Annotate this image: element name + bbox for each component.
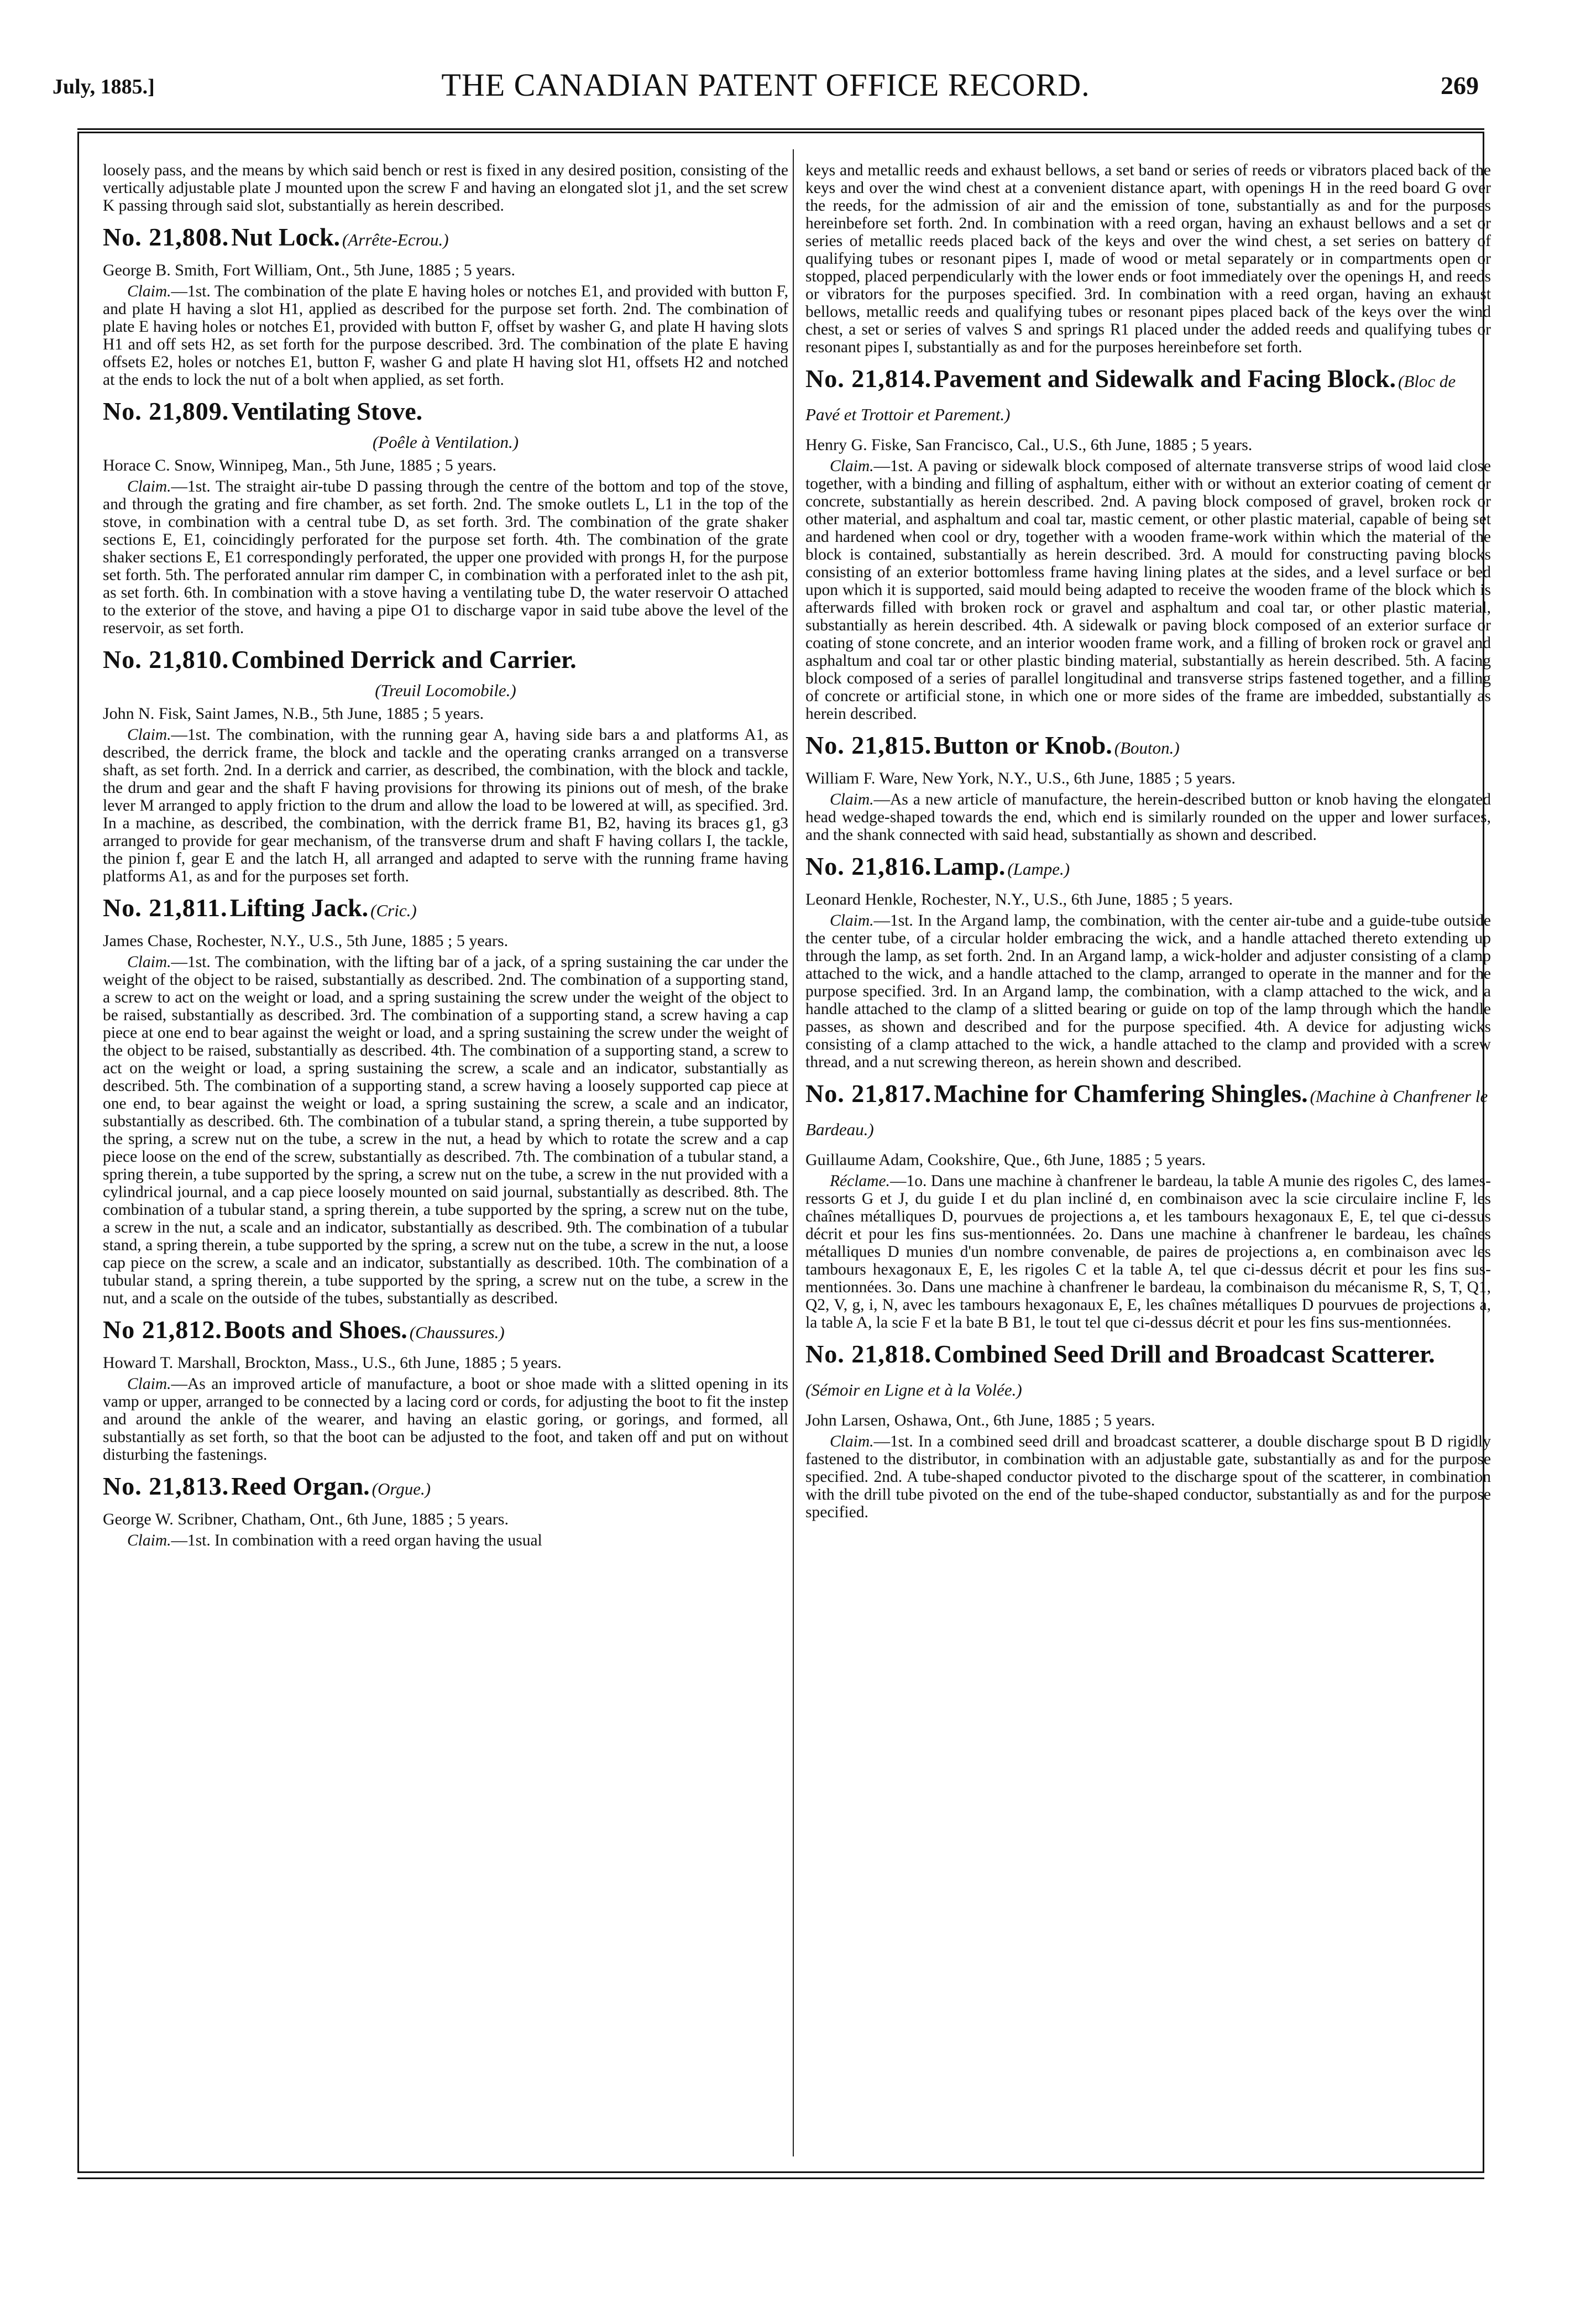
claim-body: —1o. Dans une machine à chanfrener le bardeau, la table A munie des rigoles C, des lames-ressorts G et J, du guide I et du plan incliné d, en combinaison avec la scie circulaire incline F, les chaînes métalliques D, pourvues de projections a, et les tambours hexagonaux E, E, tel que ci-dessus décrit et pour les fins sus-mentionnées. 2o. Dans une machine à chanfrener le bardeau, les chaînes métalliques D munies d'un nombre convenable, de paires de projections a, en combinaison avec les tambours hexagonaux E, E, les rigoles C et la table A, tel que ci-dessus décrit et pour les fins sus-mentionnées. 3o. Dans une machine à chanfrener le bardeau, la combinaison du mécanisme R, S, T, Q1, Q2, V, g, i, N, avec les tambours hexagonaux E, E, les chaînes métalliques D pourvues de projections a, la table A, la scie F et la bate B B1, le tout tel que ci-dessus décrit et pour les fins sus-mentionnées.: [805, 1172, 1491, 1331]
claim-text: [103, 953, 788, 1307]
patent-heading: [805, 364, 1491, 433]
left-column: [103, 161, 788, 2163]
patent-heading: [805, 852, 1491, 887]
inventor-line: John N. Fisk, Saint James, N.B., 5th June, 1885 ; 5 years.: [103, 704, 484, 723]
patent-heading: [805, 730, 1491, 766]
claim-body: —As a new article of manufacture, the herein-described button or knob having the elongated head wedge-shaped towards the end, which end is similarly rounded on the upper and lower surfaces, and the shank connected with said head, substantially as shown and described.: [805, 791, 1491, 844]
patent-entry: [103, 645, 788, 885]
claim-body: —1st. In the Argand lamp, the combination, with the center air-tube and a guide-tube outside the center tube, of a circular holder embracing the wick, and a handle attached thereto extending up through the lamp, as set forth. 2nd. In an Argand lamp, a wick-holder and adjuster consisting of a clamp attached to the wick, and a handle attached to the clamp, arranged to operate in the manner and for the purpose specified. 3rd. In an Argand lamp, the combination, with a clamp attached to the wick, and a handle attached to the clamp of a slitted bearing or guide on top of the lamp through which the handle passes, as shown and described and for the purpose specified. 4th. A device for adjusting wicks consisting of a clamp attached to the wick, a handle attached to the clamp and provided with a screw thread, and a nut screwing thereon, as herein shown and described.: [805, 912, 1491, 1071]
french-title: (Arrête-Ecrou.): [342, 230, 449, 249]
patent-entry: [805, 1079, 1491, 1331]
patent-entry: [103, 396, 788, 637]
patent-number: No. 21,818.: [805, 1340, 932, 1368]
patent-number: No. 21,817.: [805, 1079, 932, 1108]
header-rule: [77, 128, 1484, 130]
french-title: (Sémoir en Ligne et à la Volée.): [805, 1380, 1022, 1399]
inventor-line: Horace C. Snow, Winnipeg, Man., 5th June, 1885 ; 5 years.: [103, 456, 497, 474]
patent-heading: [805, 1079, 1491, 1148]
patent-heading: [103, 645, 788, 681]
patent-name: Ventilating Stove.: [231, 397, 423, 425]
patent-name: Lamp.: [934, 852, 1006, 880]
patent-name: Button or Knob.: [934, 731, 1112, 759]
patent-entry: [805, 730, 1491, 844]
patent-heading: [103, 893, 788, 929]
patent-name: Reed Organ.: [231, 1472, 370, 1500]
patent-entry: [103, 222, 788, 389]
patent-name: Combined Seed Drill and Broadcast Scatterer.: [934, 1340, 1435, 1368]
claim-body: —1st. In a combined seed drill and broadcast scatterer, a double discharge spout B D rigidly fastened to the distributor, in combination with an adjustable gate, substantially as and for the purpose specified. 2nd. A tube-shaped conductor pivoted to the discharge spout of the scatterer, in combination with the drill tube pivoted on the end of the tube-shaped conductor, substantially as and for the purpose specified.: [805, 1433, 1491, 1521]
claim-body: —1st. A paving or sidewalk block composed of alternate transverse strips of wood laid close together, with a binding and filling of asphaltum, either with or without an exterior coating of cement or concrete, substantially as herein described. 2nd. A paving block composed of gravel, broken rock or other material, and asphaltum and coal tar, mastic cement, or other plastic material, capable of being set and hardened when cool or dry, together with a wooden frame-work within which the material of the block is contained, substantially as herein described. 3rd. A mould for constructing paving blocks consisting of an exterior bottomless frame having lining plates at the sides, and a level surface or bed upon which it is supported, said mould being adapted to receive the wooden frame of the block which is afterwards filled with broken rock or gravel and asphaltum and coal tar, or other plastic material, substantially as herein described. 4th. A sidewalk or paving block composed of an exterior surface or coating of stone concrete, and an interior wooden frame work, and a filling of broken rock or gravel and asphaltum and coal tar or other plastic binding material, substantially as herein described. 5th. A facing block composed of a series of parallel longitudinal and transverse strips fastened together, and a filling of concrete or artificial stone, in which one or more sides of the frame are imbedded, substantially as herein described.: [805, 457, 1491, 723]
patent-heading: [103, 396, 788, 432]
patent-number: No. 21,814.: [805, 364, 932, 393]
claim-label: Claim.: [127, 953, 171, 971]
patent-number: No. 21,810.: [103, 645, 229, 673]
claim-label: Claim.: [127, 726, 171, 744]
patent-heading: [805, 1339, 1491, 1408]
inventor-line: Henry G. Fiske, San Francisco, Cal., U.S., 6th June, 1885 ; 5 years.: [805, 436, 1253, 454]
french-title: (Lampe.): [1007, 859, 1070, 879]
patent-entry: [103, 1471, 788, 1549]
claim-label: Réclame.: [830, 1172, 890, 1190]
inventor-line: Leonard Henkle, Rochester, N.Y., U.S., 6th June, 1885 ; 5 years.: [805, 890, 1233, 908]
inventor-line: Guillaume Adam, Cookshire, Que., 6th June, 1885 ; 5 years.: [805, 1151, 1206, 1169]
french-title: (Poêle à Ventilation.): [372, 432, 519, 452]
patent-name: Nut Lock.: [231, 223, 341, 251]
claim-body: —1st. The combination, with the running gear A, having side bars a and platforms A1, as described, the derrick frame, the block and tackle and the operating cranks arranged on a transverse shaft, as set forth. 2nd. In a derrick and carrier, as described, the combination, with the block and tackle, the drum and gear and the shaft F having provisions for throwing its pinions out of mesh, of the brake lever M arranged to apply friction to the drum and allow the load to be lowered at will, as specified. 3rd. In a machine, as described, the combination, with the derrick frame B1, B2, having its braces g1, g3 arranged to provide for gear mechanism, of the transverse drum and shaft F having collars I, the tackle, the pinion f, gear E and the latch H, all arranged and adapted to serve with the running frame having platforms A1, as and for the purposes set forth.: [103, 726, 788, 885]
french-title: (Bouton.): [1114, 738, 1180, 758]
claim-label: Claim.: [830, 912, 874, 929]
claim-label: Claim.: [127, 1375, 171, 1393]
right-column: [805, 161, 1491, 2163]
inventor-line: James Chase, Rochester, N.Y., U.S., 5th June, 1885 ; 5 years.: [103, 932, 509, 950]
french-title: (Chaussures.): [409, 1323, 505, 1342]
french-title: (Bloc de Pavé et Trottoir et Parement.): [805, 372, 1456, 424]
claim-body: —1st. The straight air-tube D passing through the centre of the bottom and top of the stove, and through the grating and fire chamber, as set forth. 2nd. The smoke outlets L, L1 in the top of the stove, in combination with a central tube D, as set forth. 3rd. The combination of the grate shaker sections E, E1, coincidingly perforated for the purpose set forth. 4th. The combination of the grate shaker sections E, E1 correspondingly perforated, the upper one provided with prongs H, for the purpose set forth. 5th. The perforated annular rim damper C, in combination with a perforated inlet to the ash pit, as set forth. 6th. In combination with a stove having a ventilating tube D, the water reservoir O attached to the exterior of the stove, and having a pipe O1 to discharge vapor in said tube above the level of the reservoir, as set forth.: [103, 478, 788, 637]
patent-number: No. 21,809.: [103, 397, 229, 425]
claim-text: [805, 791, 1491, 844]
patent-heading: [103, 222, 788, 258]
continued-claim-text: keys and metallic reeds and exhaust bellows, a set band or series of reeds or vibrators placed back of the keys and over the wind chest at a convenient distance apart, with openings H in the reed board G over the reeds, for the admission of air and the emission of tone, substantially as and for the purposes hereinbefore set forth. 2nd. In combination with a reed organ, having an exhaust bellows and a set or series of metallic reeds placed back of the keys and over the wind chest, a set series on battery of qualifying tubes or resonant pipes I, made of wood or metal separately or in compartments open or stopped, placed perpendicularly with the lower ends or foot immediately over the openings H, and reeds or vibrators for the purposes specified. 3rd. In combination with a reed organ, having an exhaust bellows, metallic reeds and qualifying tubes or resonant pipes placed back of the keys over the wind chest, a set or series of valves S and springs R1 placed under the added reeds and qualifying tubes or resonant pipes I, substantially as and for the purposes hereinbefore set forth.: [805, 161, 1491, 356]
claim-label: Claim.: [127, 478, 171, 495]
page-number: 269: [1441, 71, 1479, 100]
patent-entry: [805, 1339, 1491, 1521]
claim-label: Claim.: [127, 283, 171, 300]
claim-text: [103, 726, 788, 885]
patent-heading: [103, 1471, 788, 1507]
inventor-line: George W. Scribner, Chatham, Ont., 6th June, 1885 ; 5 years.: [103, 1510, 509, 1528]
patent-number: No. 21,811.: [103, 894, 228, 922]
page-header: [53, 66, 1479, 111]
claim-body: —1st. The combination of the plate E having holes or notches E1, and provided with button F, and plate H having a slot H1, applied as described for the purpose set forth. 2nd. The combination of plate E having holes or notches E1, provided with button F, offset by washer G, and plate H having slots H1 and off sets H2, as set forth for the purpose described. 3rd. The combination of the plate E having offsets E2, holes or notches E1, button F, washer G and plate H having slot H1, offsets H2 and notched at the ends to lock the nut of a bolt when applied, as set forth.: [103, 283, 788, 389]
claim-label: Claim.: [830, 1433, 874, 1450]
french-title: (Treuil Locomobile.): [375, 681, 516, 700]
patent-name: Boots and Shoes.: [224, 1315, 407, 1344]
french-title: (Cric.): [370, 901, 417, 920]
claim-text: [805, 912, 1491, 1071]
patent-number: No 21,812.: [103, 1315, 222, 1344]
claim-text: [103, 478, 788, 637]
journal-title: THE CANADIAN PATENT OFFICE RECORD.: [441, 67, 1090, 103]
claim-text: [103, 1375, 788, 1464]
claim-label: Claim.: [127, 1532, 171, 1549]
patent-number: No. 21,813.: [103, 1472, 229, 1500]
inventor-line: William F. Ware, New York, N.Y., U.S., 6th June, 1885 ; 5 years.: [805, 769, 1236, 787]
claim-text: [103, 283, 788, 389]
french-title: (Orgue.): [371, 1479, 431, 1498]
patent-name: Lifting Jack.: [229, 894, 369, 922]
continued-claim-text: loosely pass, and the means by which said bench or rest is fixed in any desired position, consisting of the vertically adjustable plate J mounted upon the screw F and having an elongated slot j1, and the set screw K passing through said slot, substantially as herein described.: [103, 161, 788, 215]
claim-label: Claim.: [830, 457, 874, 475]
patent-number: No. 21,816.: [805, 852, 932, 880]
column-divider: [793, 149, 794, 2156]
claim-label: Claim.: [830, 791, 874, 808]
claim-body: —1st. In combination with a reed organ having the usual: [171, 1532, 542, 1549]
french-title: (Machine à Chanfrener le Bardeau.): [805, 1087, 1488, 1139]
inventor-line: Howard T. Marshall, Brockton, Mass., U.S., 6th June, 1885 ; 5 years.: [103, 1354, 562, 1372]
claim-text: [805, 1172, 1491, 1331]
claim-body: —1st. The combination, with the lifting bar of a jack, of a spring sustaining the car under the weight of the object to be raised, substantially as described. 2nd. The combination of a supporting stand, a screw to act on the weight or load, and a spring sustaining the screw under the weight of the object to be raised, substantially as described. 3rd. The combination of a supporting stand, a screw having a cap piece at one end to bear against the weight or load, and a spring sustaining the screw under the weight of the object to be raised, substantially as described. 4th. The combination of a supporting stand, a screw to act on the weight or load, a spring sustaining the screw, a scale and an indicator, substantially as described. 5th. The combination of a supporting stand, a screw having a loosely supported cap piece at one end, to bear against the weight or load, a spring sustaining the screw, a scale and an indicator, substantially as described. 6th. The combination of a tubular stand, a spring therein, a tube supported by the spring, a screw nut on the tube, a screw in the nut, a head by which to rotate the screw and a cap piece loose on the end of the screw, substantially as described. 7th. The combination of a tubular stand, a spring therein, a tube supported by the spring, a screw nut on the tube, a screw in the nut provided with a cylindrical journal, and a cap piece loosely mounted on said journal, substantially as described. 8th. The combination of a tubular stand, a spring therein, a tube supported by the spring, a screw nut on the tube, a screw in the nut, a scale and an indicator, substantially as described. 9th. The combination of a tubular stand, a spring therein, a tube supported by the spring, a screw nut on the tube, a screw in the nut, a loose cap piece on the screw, a scale and an indicator, substantially as described. 10th. The combination of a tubular stand, a spring therein, a tube supported by the spring, a screw nut on the tube, a screw in the nut, and a scale on the outside of the tubes, substantially as described.: [103, 953, 788, 1307]
bottom-rule: [77, 2177, 1484, 2179]
claim-text: [805, 1433, 1491, 1521]
patent-entry: [103, 1315, 788, 1464]
patent-entry: [805, 364, 1491, 723]
claim-text: [805, 457, 1491, 723]
patent-heading: [103, 1315, 788, 1351]
inventor-line: John Larsen, Oshawa, Ont., 6th June, 1885 ; 5 years.: [805, 1411, 1155, 1429]
patent-number: No. 21,808.: [103, 223, 229, 251]
patent-name: Combined Derrick and Carrier.: [231, 645, 577, 673]
claim-body: —As an improved article of manufacture, a boot or shoe made with a slitted opening in its vamp or upper, arranged to be connected by a lacing cord or cords, for adjusting the boot to fit the instep and around the ankle of the wearer, and having an elastic goring, or gorings, and formed, all substantially as set forth, so that the boot can be adjusted to the foot, and taken off and put on without disturbing the fastenings.: [103, 1375, 788, 1464]
header-date: July, 1885.]: [53, 75, 155, 98]
patent-name: Pavement and Sidewalk and Facing Block.: [934, 364, 1396, 393]
claim-text: [103, 1532, 788, 1549]
inventor-line: George B. Smith, Fort William, Ont., 5th June, 1885 ; 5 years.: [103, 261, 515, 279]
patent-entry: [103, 893, 788, 1307]
patent-number: No. 21,815.: [805, 731, 932, 759]
patent-name: Machine for Chamfering Shingles.: [934, 1079, 1308, 1108]
patent-entry: [805, 852, 1491, 1071]
